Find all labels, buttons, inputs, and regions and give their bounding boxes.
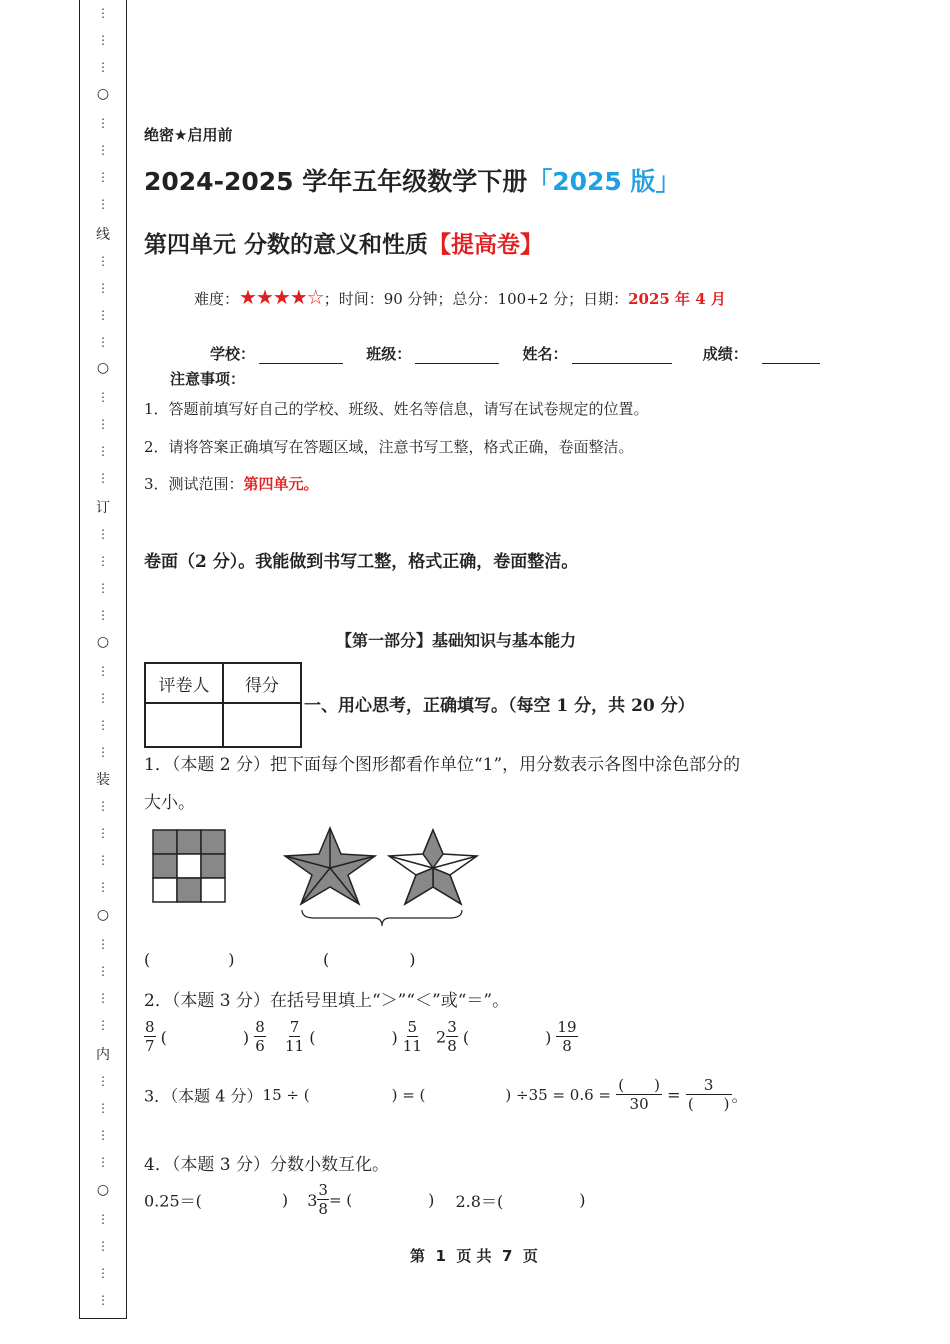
- q4-part-f: ): [579, 1190, 586, 1210]
- q3-line: [144, 1078, 748, 1112]
- name-label: 姓名：: [522, 345, 568, 363]
- info-fields: [210, 343, 824, 364]
- subtitle-tag: 【提高卷】: [428, 232, 544, 258]
- binding-label-order: 订: [96, 500, 110, 516]
- fraction: $\frac{5}{11}$: [402, 1018, 422, 1055]
- star-filled-icon: ★: [272, 285, 290, 309]
- grader-header: 评卷人: [145, 663, 223, 703]
- q4-part-a: 0.25＝(: [144, 1191, 202, 1211]
- fraction: $\frac{7}{11}$: [285, 1018, 305, 1055]
- binding-label-inside: 内: [96, 1047, 110, 1063]
- q3-end: 。: [731, 1086, 748, 1106]
- fraction: $\frac{8}{7}$: [145, 1018, 155, 1055]
- note-item-2: 2．请将答案正确填写在答题区域，注意书写工整，格式正确，卷面整洁。: [144, 438, 634, 456]
- binding-circle-5: ○: [96, 1182, 110, 1198]
- q3-part-a: 15 ÷ (: [262, 1086, 310, 1104]
- notes-heading: 注意事项：: [170, 370, 246, 388]
- binding-dots: ⋮ ⋮ ⋮ ⋮: [97, 1074, 109, 1169]
- binding-circle-2: ○: [96, 360, 110, 376]
- page-footer: 第 1 页 共 7 页: [410, 1247, 538, 1265]
- q3-fraction-1: $\frac{( )}{30}$: [616, 1078, 662, 1112]
- star-filled-icon: ★: [239, 285, 256, 309]
- grader-cell[interactable]: [145, 703, 223, 747]
- secret-label: 绝密★启用前: [144, 126, 233, 144]
- q2-blank-3[interactable]: ( ): [462, 1027, 552, 1047]
- binding-label-line: 线: [96, 227, 110, 243]
- class-field[interactable]: [415, 349, 499, 364]
- q4-part-b: ): [281, 1190, 289, 1210]
- part1-title: 【第一部分】基础知识与基本能力: [336, 631, 577, 650]
- binding-circle-3: ○: [96, 634, 110, 650]
- paren-open: (: [144, 950, 151, 969]
- section1-title: 一、用心思考，正确填写。（每空 1 分，共 20 分）: [304, 696, 695, 716]
- q3-part-b: ) = (: [391, 1086, 426, 1104]
- difficulty-stars: [239, 285, 324, 309]
- score-header: 得分: [223, 663, 301, 703]
- mixed-whole: 3: [307, 1190, 318, 1210]
- paren-open: (: [323, 950, 330, 969]
- score-field[interactable]: [762, 349, 820, 364]
- binding-dots: ⋮ ⋮ ⋮ ⋮: [97, 1212, 109, 1307]
- binding-dots: ⋮ ⋮ ⋮ ⋮: [97, 390, 109, 485]
- fraction: $\frac{3}{8}$: [447, 1018, 457, 1055]
- q1-text-line2: 大小。: [144, 793, 195, 813]
- binding-label-bind: 装: [96, 772, 110, 788]
- score-cell[interactable]: [223, 703, 301, 747]
- fraction: $\frac{3}{8}$: [318, 1181, 328, 1218]
- star-figure-1: [285, 828, 375, 904]
- name-field[interactable]: [572, 349, 672, 364]
- binding-dots: ⋮ ⋮ ⋮ ⋮: [97, 527, 109, 622]
- time-info: ；时间：90 分钟；总分：100+2 分；日期：: [323, 290, 629, 308]
- q3-prefix: 3．（本题 4 分）: [144, 1086, 263, 1106]
- binding-dots: ⋮ ⋮ ⋮ ⋮: [97, 254, 109, 349]
- star-filled-icon: ★: [255, 285, 273, 309]
- binding-margin: [79, 0, 127, 1319]
- q2-compare-2: [285, 1020, 422, 1054]
- note-item-1: 1．答题前填写好自己的学校、班级、姓名等信息，请写在试卷规定的位置。: [144, 400, 649, 418]
- q1-answer-2[interactable]: [323, 950, 416, 969]
- fraction: $\frac{19}{8}$: [557, 1018, 577, 1055]
- title-main: 2024-2025 学年五年级数学下册: [144, 167, 528, 196]
- q3-fraction-2: $\frac{3}{( )}$: [686, 1078, 732, 1112]
- q3-equals: =: [667, 1085, 681, 1105]
- binding-dots: ⋮ ⋮ ⋮ ⋮: [97, 799, 109, 894]
- q2-text: 2．（本题 3 分）在括号里填上“＞”“＜”或“＝”。: [144, 991, 510, 1011]
- binding-circle-1: ○: [96, 86, 110, 102]
- binding-dots: ⋮ ⋮ ⋮: [97, 6, 109, 74]
- q4-part-d: ): [428, 1190, 435, 1210]
- binding-dots: ⋮ ⋮ ⋮ ⋮: [97, 664, 109, 759]
- star-figure-2: [389, 830, 477, 904]
- binding-dots: ⋮ ⋮ ⋮ ⋮: [97, 116, 109, 211]
- binding-circle-4: ○: [96, 907, 110, 923]
- title-edition: 「2025 版」: [527, 167, 681, 196]
- q4-part-c: = (: [328, 1191, 353, 1209]
- page-subtitle: [144, 226, 543, 259]
- exam-info-line: [194, 285, 726, 309]
- score-table: [144, 662, 302, 748]
- paren-close: ): [228, 950, 235, 969]
- q4-line: [144, 1183, 585, 1217]
- checkerboard-figure: [153, 830, 225, 902]
- neatness-statement: 卷面（2 分）。我能做到书写工整，格式正确，卷面整洁。: [144, 552, 579, 572]
- note-item-3-prefix: 3．测试范围：: [144, 475, 244, 493]
- exam-date: 2025 年 4 月: [628, 290, 726, 308]
- paren-close: ): [409, 950, 416, 969]
- q2-compare-1: [144, 1020, 266, 1054]
- star-filled-icon: ★: [289, 285, 307, 309]
- q1-figures: [144, 824, 489, 934]
- q1-answer-1[interactable]: [144, 950, 235, 969]
- mixed-whole: 2: [436, 1027, 447, 1047]
- q4-text: 4．（本题 3 分）分数小数互化。: [144, 1155, 389, 1175]
- note-item-3: [144, 473, 319, 494]
- q2-compare-3: [436, 1020, 578, 1054]
- fraction: $\frac{8}{6}$: [255, 1018, 265, 1055]
- q1-text-line1: 1．（本题 2 分）把下面每个图形都看作单位“1”，用分数表示各图中涂色部分的: [144, 755, 741, 775]
- note-item-3-value: 第四单元。: [243, 475, 319, 493]
- class-label: 班级：: [366, 345, 412, 363]
- star-empty-icon: ☆: [306, 285, 324, 309]
- page-title: [144, 162, 681, 198]
- subtitle-main: 第四单元 分数的意义和性质: [144, 232, 429, 258]
- school-field[interactable]: [259, 349, 343, 364]
- binding-dots: ⋮ ⋮ ⋮ ⋮: [97, 937, 109, 1032]
- q3-part-c: ) ÷35 = 0.6 =: [505, 1086, 611, 1104]
- q4-part-e: 2.8＝(: [455, 1191, 504, 1211]
- school-label: 学校：: [210, 345, 256, 363]
- brace-icon: [302, 910, 462, 926]
- q2-blank-2[interactable]: ( ): [309, 1027, 398, 1047]
- difficulty-label: 难度：: [194, 290, 240, 308]
- score-label: 成绩：: [702, 345, 748, 363]
- q2-blank-1[interactable]: ( ): [160, 1027, 250, 1047]
